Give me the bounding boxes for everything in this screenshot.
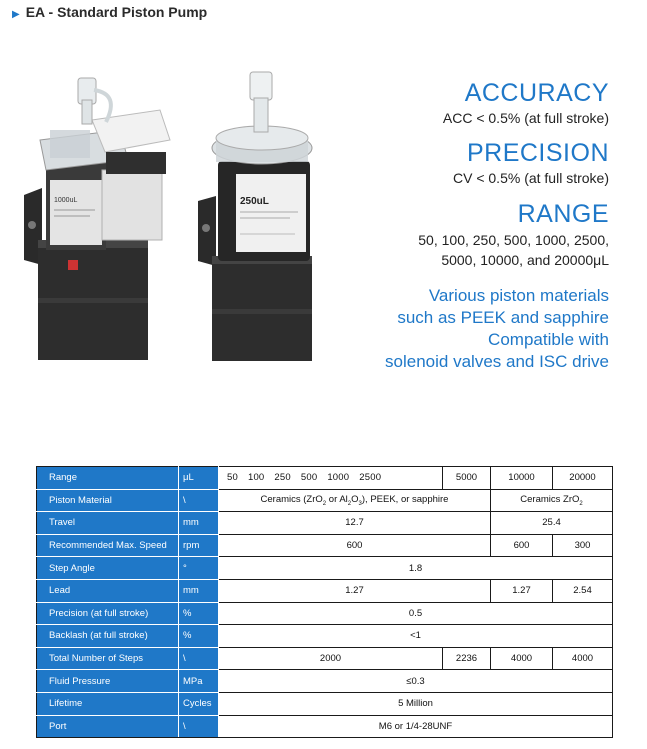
feature-line: such as PEEK and sapphire [397,308,609,327]
row-label: Lead [37,579,179,602]
range-value: 250 [274,472,291,484]
row-unit: MPa [179,670,219,693]
row-label: Precision (at full stroke) [37,602,179,625]
table-row [37,670,613,693]
range-value: 20000 [553,467,613,490]
range-value: 5000 [443,467,491,490]
triangle-bullet-icon: ▶ [12,9,20,20]
pump2-volume-label: 250uL [240,196,269,207]
row-unit: % [179,602,219,625]
precision-text: CV < 0.5% (at full stroke) [452,170,609,186]
table-row [37,625,613,648]
table-row [37,692,613,715]
speed-mid: 600 [491,534,553,557]
range-value: 1000 [327,472,350,484]
row-label: Backlash (at full stroke) [37,625,179,648]
table-row [37,489,613,512]
lead-main: 1.27 [219,579,491,602]
row-label: Total Number of Steps [37,647,179,670]
piston-material-main: Ceramics (ZrO$_2$ or $Al_2O_3$), PEEK, or sapphire [219,489,491,512]
range-values-cell [219,467,443,490]
pump-image-250ul [190,66,340,366]
travel-main: 12.7 [219,512,491,535]
step-angle-value: 1.8 [219,557,613,580]
table-row [37,467,613,490]
travel-right: 25.4 [491,512,613,535]
steps-2236: 2236 [443,647,491,670]
pump-image-1000ul [10,60,190,370]
row-label: Recommended Max. Speed [37,534,179,557]
row-unit: mm [179,579,219,602]
pump1-volume-label: 1000uL [54,197,78,204]
accuracy-text: ACC < 0.5% (at full stroke) [442,110,609,126]
speed-right: 300 [553,534,613,557]
range-title: RANGE [517,200,609,228]
precision-value: 0.5 [219,602,613,625]
page-title [12,4,207,20]
range-value: 500 [300,472,318,484]
feature-line: solenoid valves and ISC drive [385,352,609,371]
table-row [37,557,613,580]
row-unit: \ [179,489,219,512]
feature-line: Various piston materials [428,286,609,305]
piston-material-right: Ceramics ZrO$_2$ [491,489,613,512]
table-row [37,715,613,738]
range-text-line1: 50, 100, 250, 500, 1000, 2500, [418,232,609,248]
table-row [37,579,613,602]
specification-table [36,466,613,738]
row-unit: rpm [179,534,219,557]
accuracy-title: ACCURACY [464,79,609,107]
row-unit: mm [179,512,219,535]
row-unit: \ [179,647,219,670]
pressure-value: ≤0.3 [219,670,613,693]
steps-main: 2000 [219,647,443,670]
port-value: M6 or 1/4-28UNF [219,715,613,738]
row-label: Step Angle [37,557,179,580]
range-value: 100 [247,472,265,484]
range-value: 50 [227,472,238,484]
row-label: Travel [37,512,179,535]
lifetime-value: 5 Million [219,692,613,715]
table-row [37,602,613,625]
table-row [37,534,613,557]
steps-mid: 4000 [491,647,553,670]
table-row [37,647,613,670]
feature-line: Compatible with [488,330,609,349]
row-unit: % [179,625,219,648]
row-unit: \ [179,715,219,738]
row-unit: μL [179,467,219,490]
row-label: Port [37,715,179,738]
lead-mid: 1.27 [491,579,553,602]
row-label: Fluid Pressure [37,670,179,693]
backlash-value: <1 [219,625,613,648]
row-unit: Cycles [179,692,219,715]
table-row [37,512,613,535]
range-text-line2: 5000, 10000, and 20000μL [441,252,609,268]
lead-right: 2.54 [553,579,613,602]
row-label: Range [37,467,179,490]
page-title-text: EA - Standard Piston Pump [25,4,208,20]
speed-main: 600 [219,534,491,557]
range-value: 10000 [491,467,553,490]
row-label: Piston Material [37,489,179,512]
row-unit: ° [179,557,219,580]
range-value: 2500 [359,472,382,484]
feature-list [385,285,609,373]
steps-right: 4000 [553,647,613,670]
precision-title: PRECISION [466,139,609,167]
row-label: Lifetime [37,692,179,715]
